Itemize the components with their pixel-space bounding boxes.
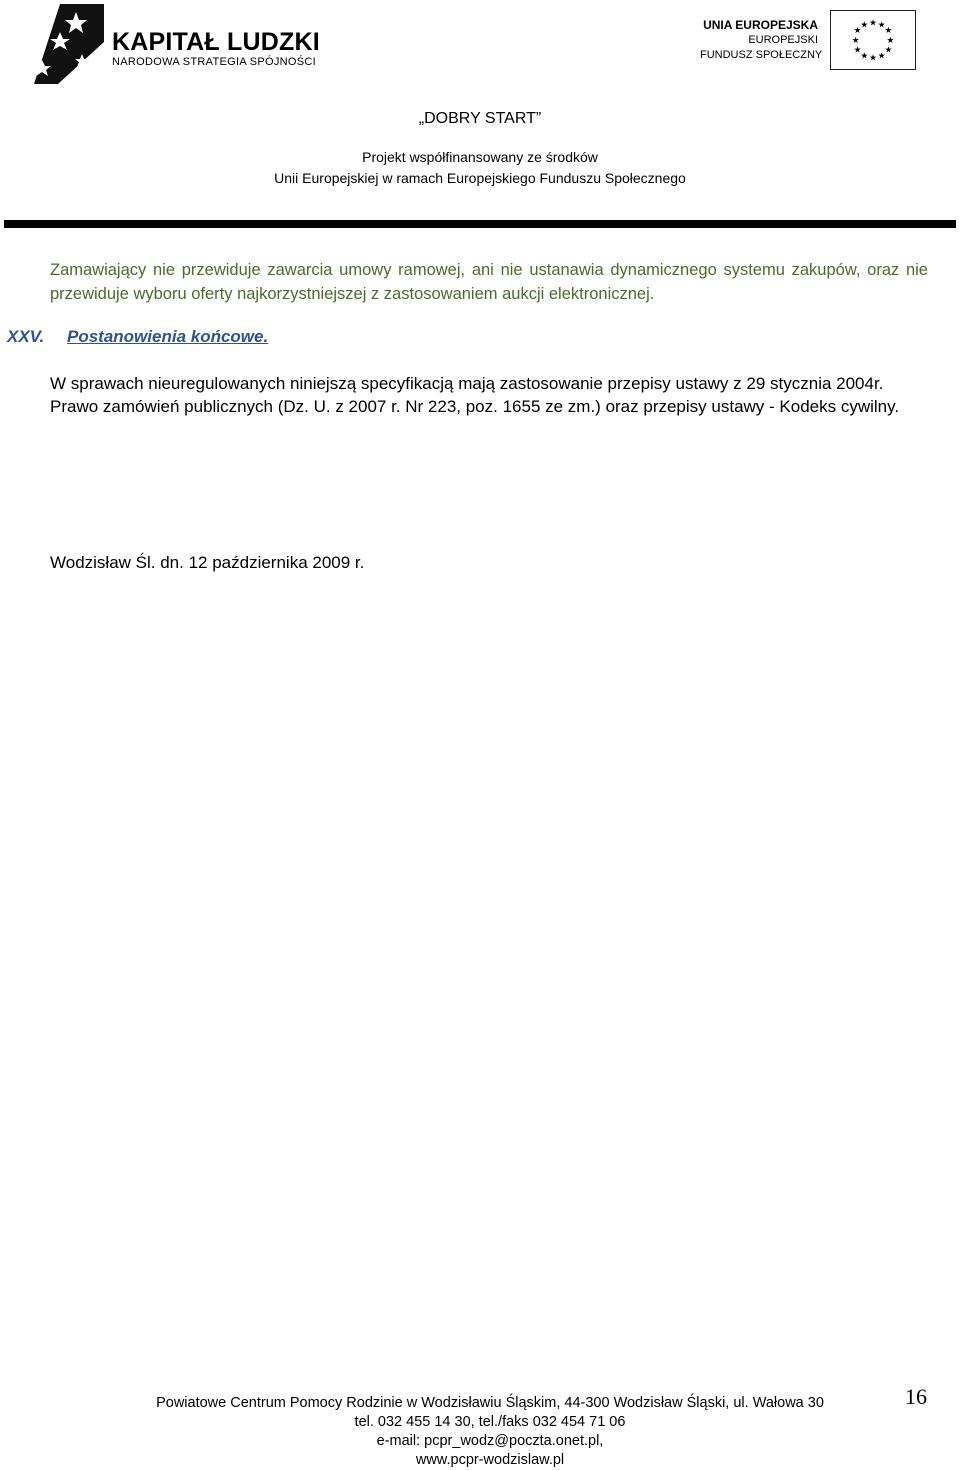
kapital-ludzki-emblem-icon [20,2,104,86]
kapital-ludzki-title: KAPITAŁ LUDZKI [112,28,320,56]
eu-logo [700,10,920,72]
section-heading [7,327,268,347]
svg-text:★: ★ [860,51,869,62]
footer-phone: tel. 032 455 14 30, tel./faks 032 454 71 06 [354,1414,626,1430]
section-number: XXV. [7,327,45,346]
svg-text:★: ★ [884,45,893,56]
paragraph-framework-agreement: Zamawiający nie przewiduje zawarcia umowy ramowej, ani nie ustanawia dynamicznego systemu zakupów, oraz nie przewiduje wyboru oferty najkorzystniejszej z zastosowaniem aukcji elektronicznej. [50,261,928,303]
svg-text:★: ★ [877,20,886,31]
eu-logo-line1: UNIA EUROPEJSKA [703,18,818,32]
eu-logo-line3: FUNDUSZ SPOŁECZNY [700,49,823,61]
svg-text:★: ★ [860,20,869,31]
project-funding-line2: Unii Europejskiej w ramach Europejskiego Funduszu Społecznego [274,170,686,186]
svg-text:★: ★ [869,53,877,64]
eu-logo-line2: EUROPEJSKI [748,34,818,46]
place-and-date: Wodzisław Śl. dn. 12 października 2009 r. [50,553,365,572]
footer-address: Powiatowe Centrum Pomocy Rodzinie w Wodzisławiu Śląskim, 44-300 Wodzisław Śląski, ul. Wałowa 30 [156,1395,824,1411]
svg-text:★: ★ [877,51,886,62]
kapital-ludzki-subtitle: NARODOWA STRATEGIA SPÓJNOŚCI [112,56,316,68]
eu-flag-icon [830,10,916,70]
footer-email: e-mail: pcpr_wodz@poczta.onet.pl, [376,1433,604,1449]
footer-website: www.pcpr-wodzislaw.pl [415,1452,565,1468]
svg-text:★: ★ [869,18,877,29]
header-divider [4,220,956,228]
project-funding-line1: Projekt współfinansowany ze środków [362,149,598,165]
svg-text:★: ★ [851,35,860,46]
svg-text:★: ★ [853,45,862,56]
paragraph-final-provisions: W sprawach nieuregulowanych niniejszą specyfikacją mają zastosowanie przepisy ustawy z 29 stycznia 2004r. Prawo zamówień publicznych (Dz. U. z 2007 r. Nr 223, poz. 1655 ze zm.) oraz przepisy ustawy - Kodeks cywilny. [50,374,900,416]
page-number: 16 [905,1384,927,1409]
kapital-ludzki-logo [20,2,320,86]
svg-text:★: ★ [853,26,862,37]
svg-text:★: ★ [884,26,893,37]
svg-text:★: ★ [886,35,895,46]
section-title: Postanowienia końcowe. [67,327,269,346]
project-title: „DOBRY START” [418,110,542,127]
